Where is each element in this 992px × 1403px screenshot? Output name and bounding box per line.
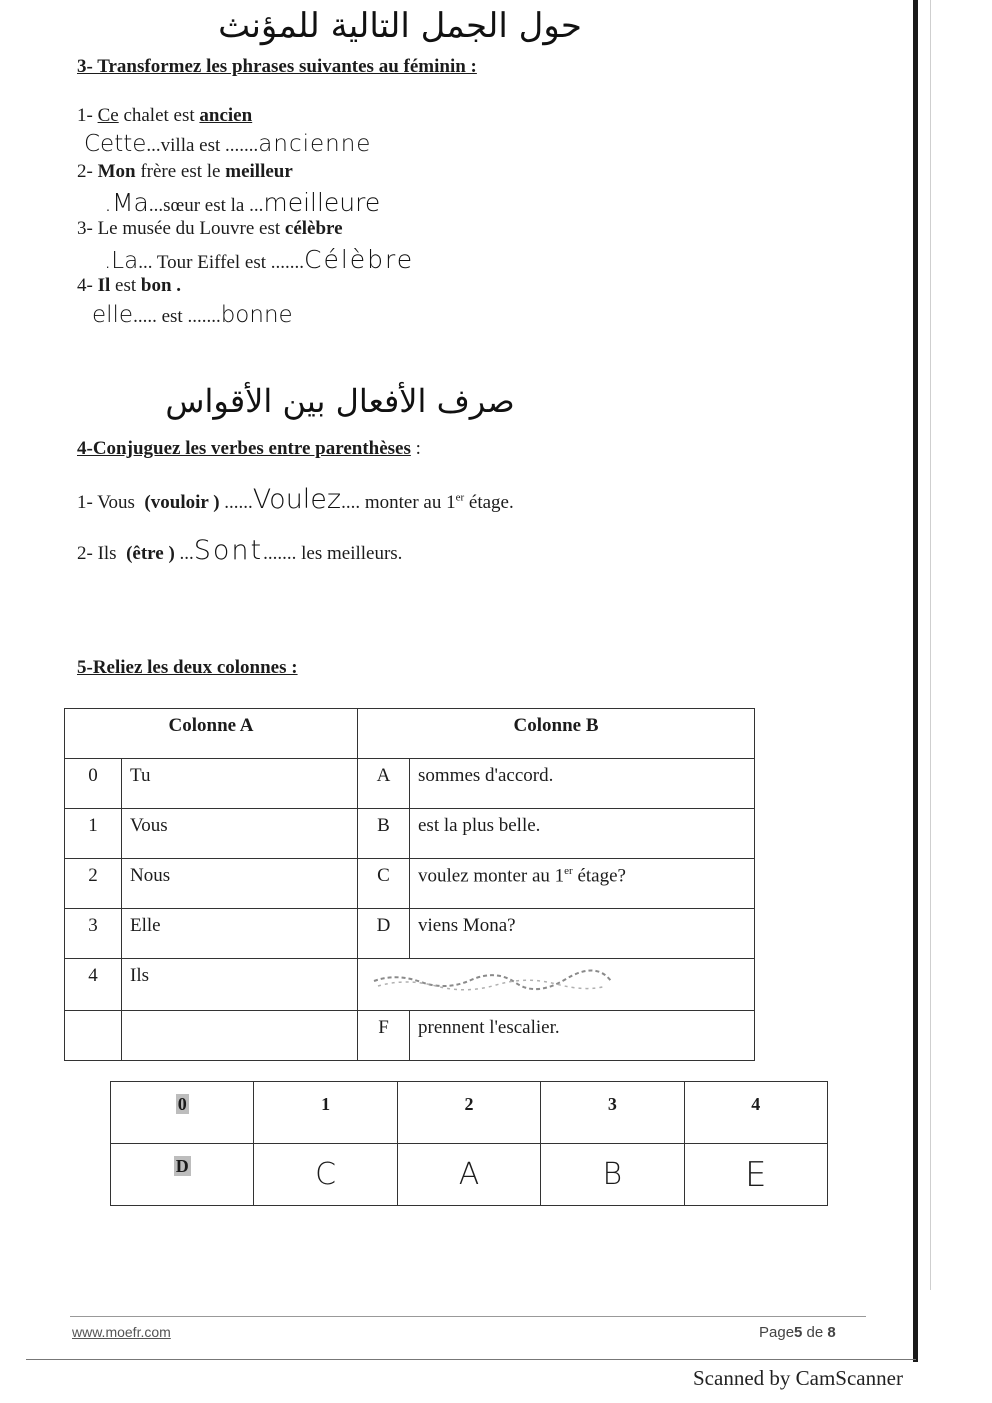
answer-letters-row: D C A B E [111,1144,828,1206]
s3-item-1: 1- Ce chalet est ancien [77,105,253,126]
answer-table [110,1081,828,1206]
table-row: 4 Ils [65,959,755,1011]
table-row: 2 Nous C voulez monter au 1er étage? [65,859,755,909]
section4-title-row: 4-Conjuguez les verbes entre parenthèses : [77,438,421,459]
s3-item-4: 4- Il est bon . [77,275,182,296]
erased-cell [358,959,755,1011]
section3-title: 3- Transformez les phrases suivantes au féminin : [77,56,477,77]
footer-rule [70,1316,866,1317]
s3-answer-3: .La... Tour Eiffel est .......Célèbre [104,245,415,274]
s3-item-3: 3- Le musée du Louvre est célèbre [77,218,343,239]
footer-website[interactable]: www.moefr.com [72,1324,171,1340]
arabic-note-mid: صرف الأفعال بين الأقواس [165,382,515,420]
table-row: F prennent l'escalier. [65,1011,755,1061]
arabic-note-top: حول الجمل التالية للمؤنث [218,6,582,46]
page-edge [913,0,918,1362]
column-b-header: Colonne B [358,709,755,759]
page-edge-faint [930,0,931,1290]
footer-rule-bottom [26,1359,916,1360]
s3-answer-4: elle..... est .......bonne [92,302,293,328]
scanner-watermark: Scanned by CamScanner [693,1366,903,1390]
page-number: Page5 de 8 [759,1324,836,1341]
s4-item-1: 1- Vous (vouloir ) ......Voulez.... monter au 1er étage. [77,484,514,515]
erased-scribble [366,967,626,993]
s4-item-2: 2- Ils (être ) ...Sont....... les meilleurs. [77,535,403,566]
answer-numbers-row: 0 1 2 3 4 [111,1082,828,1144]
section4-title: 4-Conjuguez les verbes entre parenthèses [77,438,411,459]
table-row: 1 Vous B est la plus belle. [65,809,755,859]
column-a-header: Colonne A [65,709,358,759]
section5-title: 5-Reliez les deux colonnes : [77,657,298,678]
columns-table [64,708,755,1061]
table-row: 3 Elle D viens Mona? [65,909,755,959]
s3-item-2: 2- Mon frère est le meilleur [77,161,293,182]
s3-answer-1: Cette...villa est .......ancienne [84,131,372,157]
s3-answer-2: .Ma...sœur est la ...meilleure [104,188,381,217]
table-row: 0 Tu A sommes d'accord. [65,759,755,809]
